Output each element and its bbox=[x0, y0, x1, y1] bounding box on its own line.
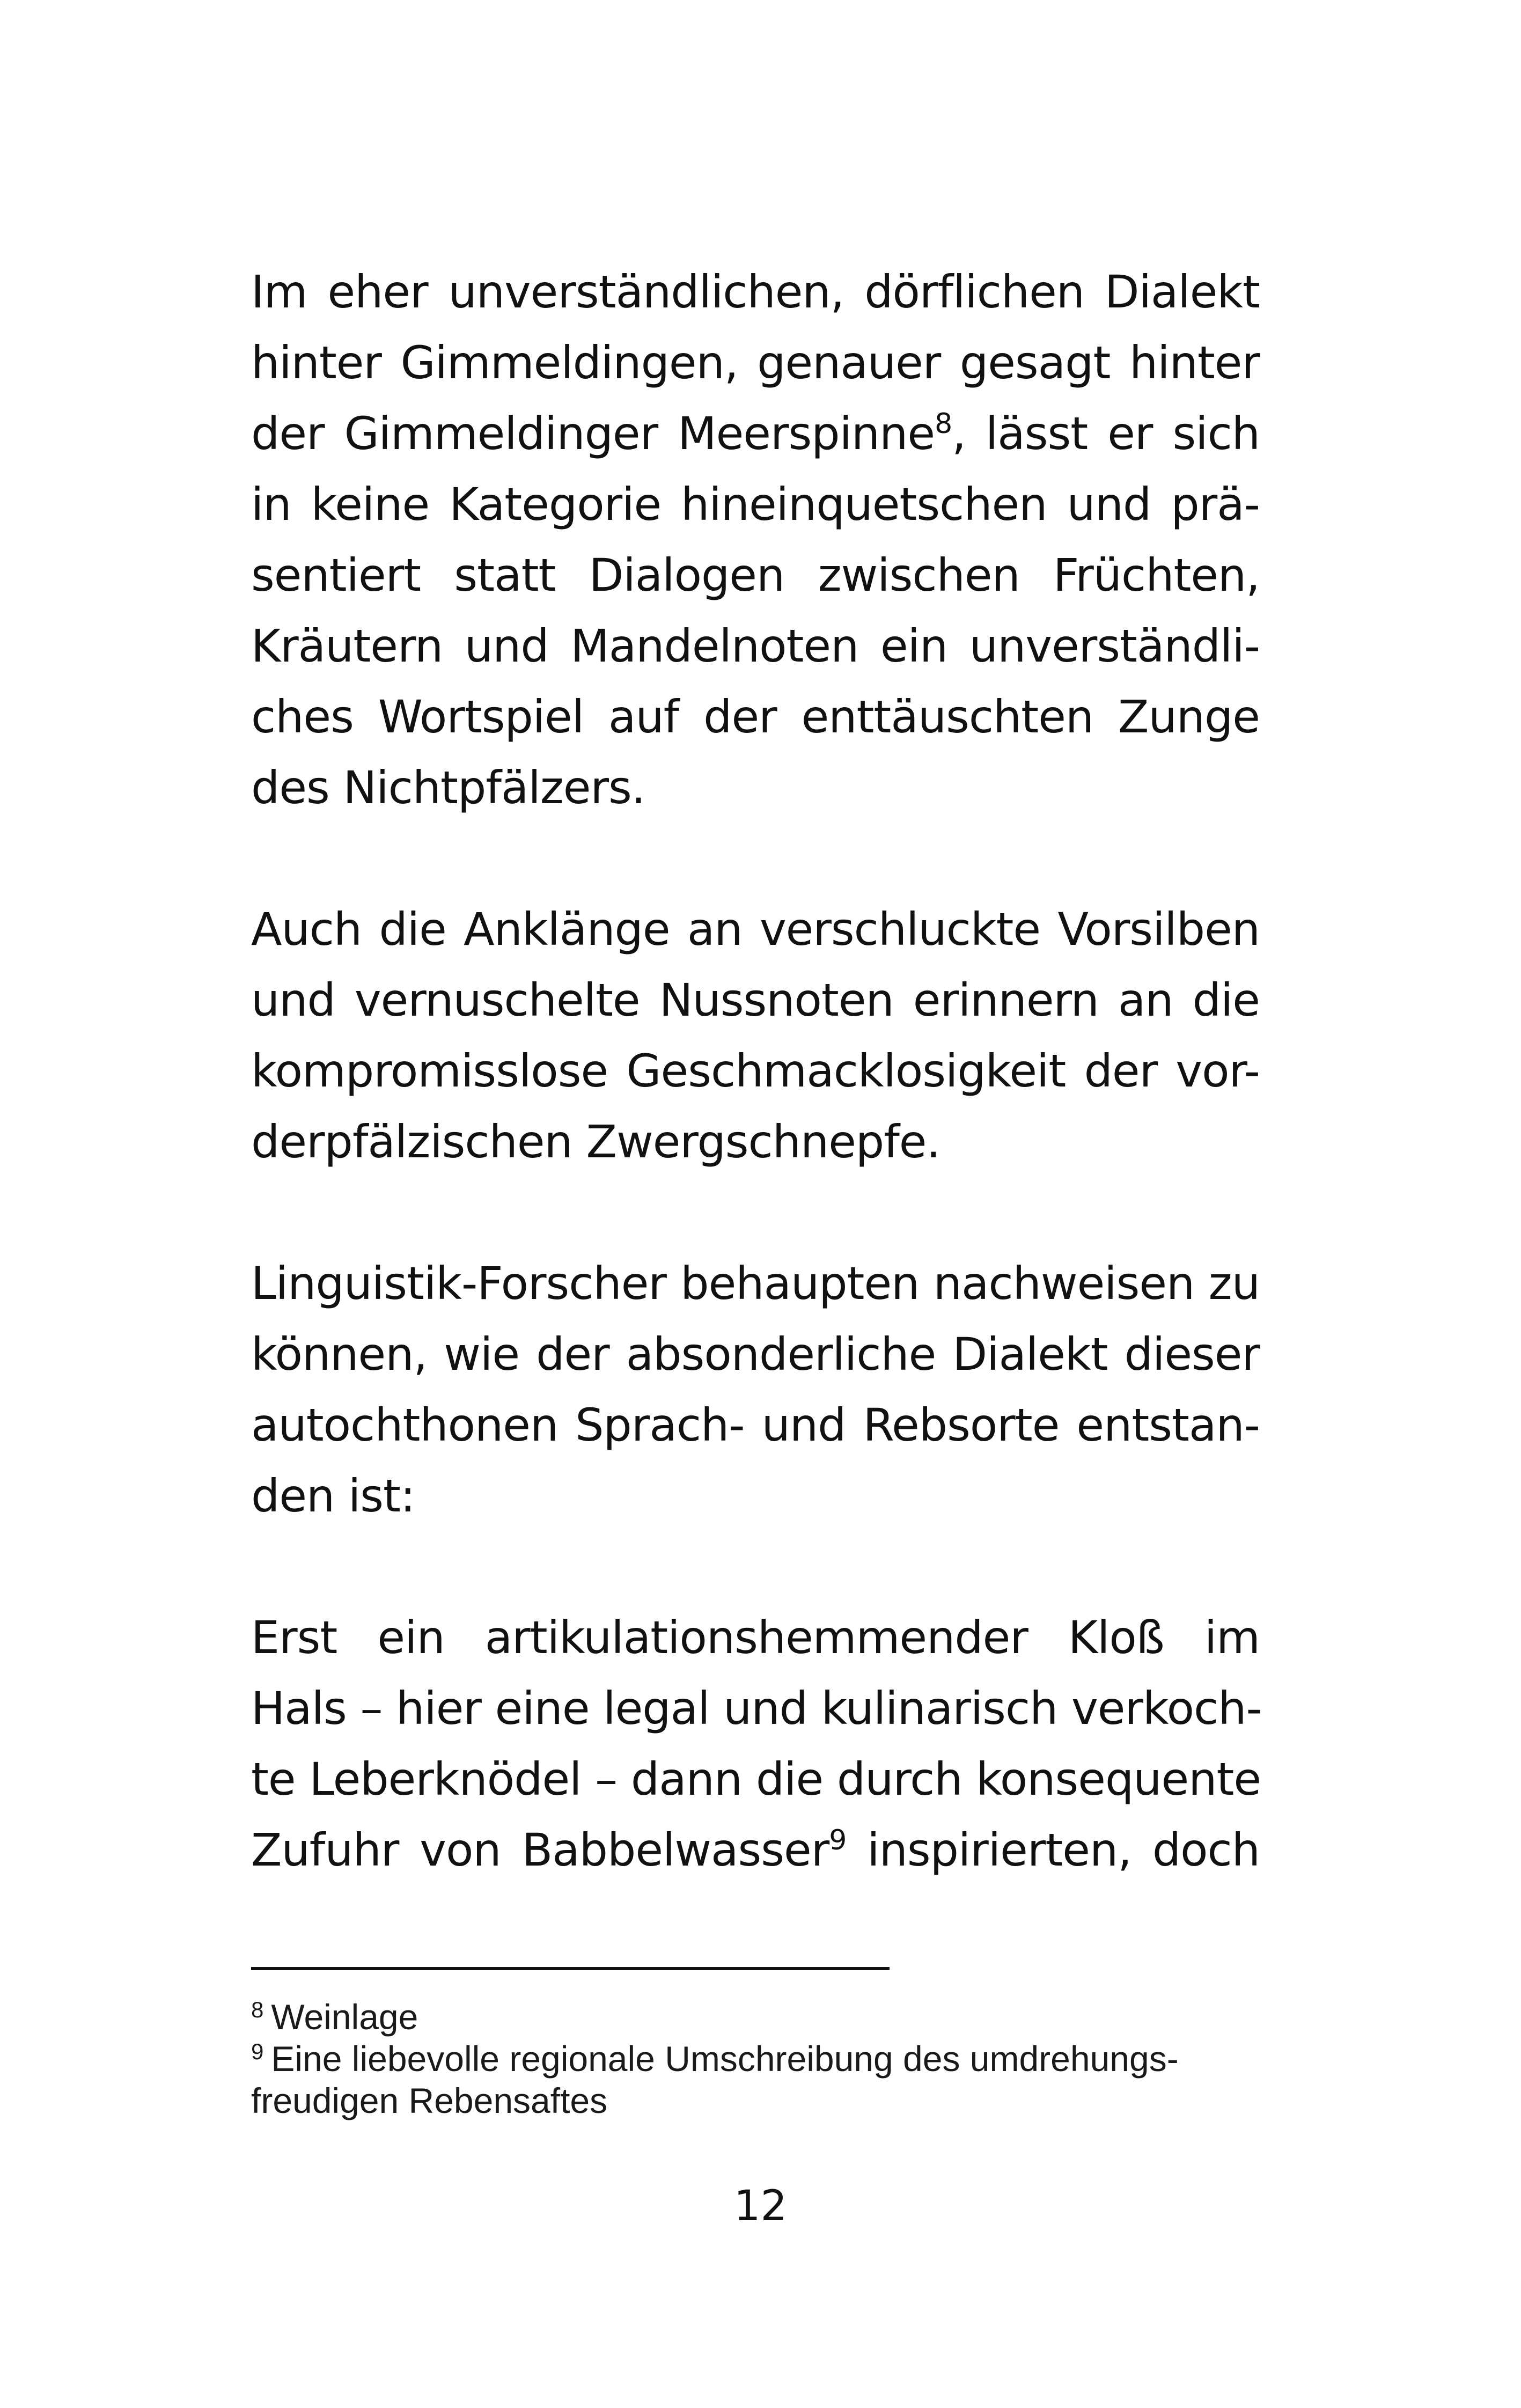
page-number: 12 bbox=[733, 2182, 788, 2230]
text-line: Kräutern und Mandelnoten ein unverständli- bbox=[251, 620, 1260, 672]
text-line bbox=[251, 398, 1260, 469]
text-line: Erst ein artikulationshemmender Kloß im bbox=[251, 1611, 1260, 1664]
paragraph bbox=[251, 1602, 1260, 1885]
text-line: hinter Gimmeldingen, genauer gesagt hinter bbox=[251, 336, 1260, 389]
text-line bbox=[251, 1815, 1260, 1885]
text-line: können, wie der absonderliche Dialekt dieser bbox=[251, 1328, 1260, 1381]
footnotes bbox=[251, 1996, 1270, 2121]
footnote-reference[interactable]: 8 bbox=[935, 408, 952, 440]
text-line: te Leberknödel – dann die durch konsequente bbox=[251, 1753, 1261, 1805]
text-segment: Zufuhr von Babbelwasser bbox=[251, 1824, 829, 1876]
text-segment: inspirierten, doch bbox=[846, 1824, 1260, 1876]
text-line: des Nichtpfälzers. bbox=[251, 761, 645, 814]
text-line: autochthonen Sprach- und Rebsorte entstan- bbox=[251, 1399, 1260, 1451]
paragraph bbox=[251, 1248, 1260, 1531]
footnote-text: Weinlage bbox=[271, 1997, 418, 2037]
text-line: Im eher unverständlichen, dörflichen Dialekt bbox=[251, 266, 1260, 318]
footnote bbox=[251, 1996, 1270, 2038]
footnote-number: 8 bbox=[251, 1997, 264, 2022]
text-line: Hals – hier eine legal und kulinarisch verkoch- bbox=[251, 1682, 1262, 1735]
footnote-continuation: freudigen Rebensaftes bbox=[251, 2081, 608, 2120]
footnote-reference[interactable]: 9 bbox=[829, 1824, 847, 1856]
footnote bbox=[251, 2038, 1270, 2080]
text-line: den ist: bbox=[251, 1470, 415, 1522]
paragraph bbox=[251, 256, 1260, 823]
text-line: und vernuschelte Nussnoten erinnern an die bbox=[251, 974, 1260, 1026]
text-line: Linguistik-Forscher behaupten nachweisen zu bbox=[251, 1257, 1260, 1310]
text-line: in keine Kategorie hineinquetschen und prä- bbox=[251, 478, 1260, 531]
footnote-text: Eine liebevolle regionale Umschreibung des umdrehungs- bbox=[271, 2039, 1179, 2079]
text-segment: , lässt er sich bbox=[952, 407, 1260, 460]
text-line: kompromisslose Geschmacklosigkeit der vor- bbox=[251, 1045, 1260, 1097]
footnote-number: 9 bbox=[251, 2039, 264, 2064]
paragraph bbox=[251, 894, 1260, 1177]
text-line: sentiert statt Dialogen zwischen Früchten, bbox=[251, 549, 1260, 601]
text-line: derpfälzischen Zwergschnepfe. bbox=[251, 1115, 940, 1168]
text-segment: der Gimmeldinger Meerspinne bbox=[251, 407, 935, 460]
text-line: ches Wortspiel auf der enttäuschten Zunge bbox=[251, 691, 1260, 743]
footnote-divider bbox=[251, 1967, 890, 1970]
text-line: Auch die Anklänge an verschluckte Vorsilben bbox=[251, 903, 1260, 956]
